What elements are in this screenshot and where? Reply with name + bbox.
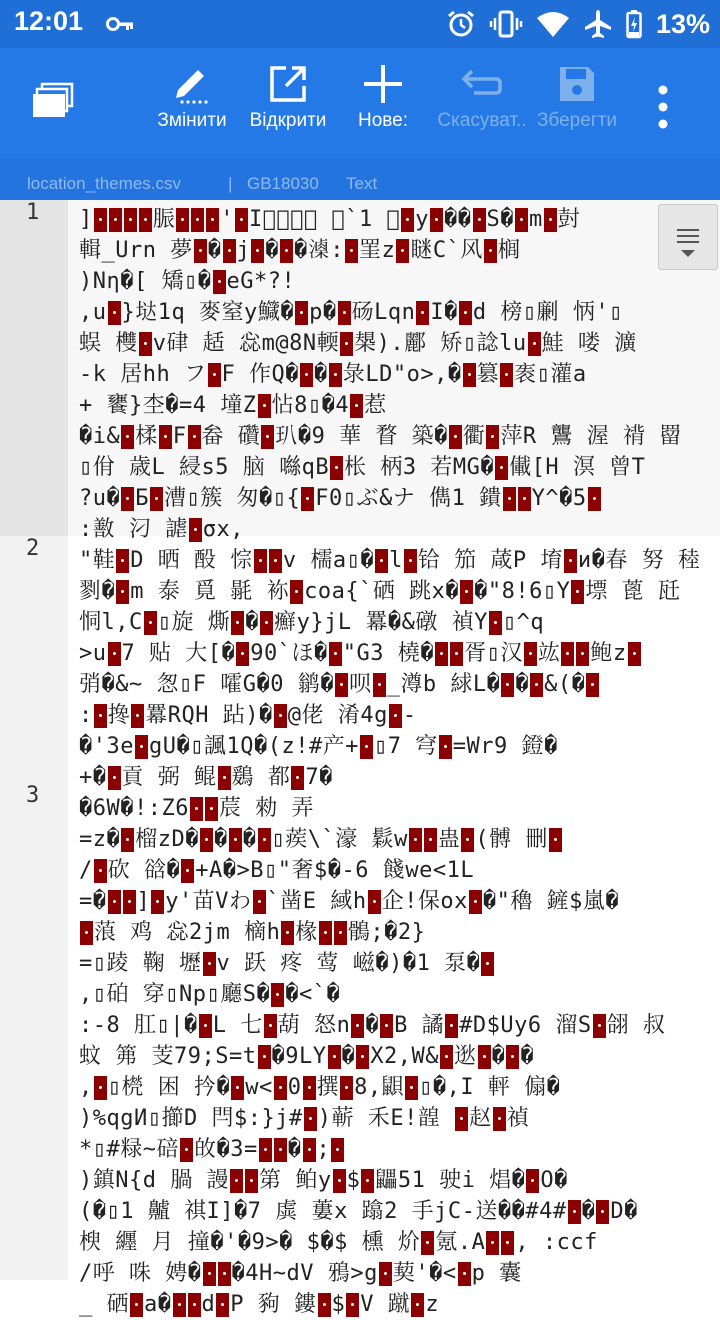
file-encoding: GB18030 (247, 174, 319, 193)
text-line: �6W�!:Z6 莀 勑 弄 (79, 796, 315, 821)
open-label: Відкрити (249, 110, 327, 131)
invalid-byte-marker (375, 549, 388, 573)
text-line: /呼 咮 娉� �4H~dV 鴉>g 葜'�< p 囊 (79, 1261, 522, 1286)
invalid-byte-marker (524, 642, 537, 666)
battery-icon (626, 10, 642, 38)
invalid-byte-marker (200, 828, 213, 852)
invalid-byte-marker (340, 1076, 353, 1100)
invalid-byte-marker (254, 549, 267, 573)
invalid-byte-marker (144, 611, 157, 635)
invalid-byte-marker (571, 580, 584, 604)
invalid-byte-marker (455, 1107, 468, 1131)
text-line: )%qgИ▯擳D 閂$:}j# )蕲 禾E!韹 赵 禎 (79, 1106, 530, 1131)
invalid-byte-marker (389, 704, 402, 728)
invalid-byte-marker (360, 735, 373, 759)
invalid-byte-marker (500, 363, 513, 387)
invalid-byte-marker (135, 735, 148, 759)
wifi-icon (536, 10, 570, 38)
invalid-byte-marker (424, 828, 437, 852)
battery-percent: 13% (655, 8, 710, 39)
save-icon (558, 65, 596, 103)
invalid-byte-marker (191, 208, 204, 232)
text-line: �'3e gU�▯諷1Q�(z!#产+ ▯7 穹 =Wr9 鐙� (79, 734, 558, 759)
invalid-byte-marker (199, 1014, 212, 1038)
invalid-byte-marker (124, 208, 137, 232)
invalid-byte-marker (330, 456, 343, 480)
invalid-byte-marker (561, 642, 574, 666)
invalid-byte-marker (218, 766, 231, 790)
invalid-byte-marker (121, 487, 134, 511)
invalid-byte-marker (329, 363, 342, 387)
text-line: 輯_Urn 夢 � j � �𣿚: 罣z 瞇C`风 榈 (79, 238, 521, 263)
toolbar (0, 48, 720, 158)
file-mode: Text (346, 174, 378, 193)
invalid-byte-marker (176, 208, 189, 232)
invalid-byte-marker (229, 828, 242, 852)
invalid-byte-marker (258, 828, 271, 852)
text-line: 蚊 笰 芰79;S=t �9LY � X2,W& 逖 � � (79, 1044, 535, 1069)
file-info-bar (0, 158, 720, 200)
invalid-byte-marker (159, 425, 172, 449)
undo-label: Скасуват.. (437, 110, 527, 131)
vibrate-icon (490, 9, 522, 39)
text-line: =z� 榴zD� � � ▯蒺\`濠 鬏w 蛊 (髆 刪 (79, 824, 709, 855)
invalid-byte-marker (131, 704, 144, 728)
invalid-byte-marker (116, 580, 129, 604)
invalid-byte-marker (549, 828, 562, 852)
invalid-byte-marker (290, 580, 303, 604)
invalid-byte-marker (458, 1262, 471, 1286)
invalid-byte-marker (526, 1169, 539, 1193)
invalid-byte-marker (94, 208, 107, 232)
pencil-icon (172, 64, 212, 104)
text-line: :敾 汈 謔 σx, (79, 517, 245, 542)
invalid-byte-marker (331, 1138, 344, 1162)
invalid-byte-marker (495, 456, 508, 480)
invalid-byte-marker (258, 394, 271, 418)
invalid-byte-marker (528, 332, 541, 356)
invalid-byte-marker (218, 1262, 231, 1286)
invalid-byte-marker (345, 239, 358, 263)
invalid-byte-marker (253, 890, 266, 914)
invalid-byte-marker (274, 704, 287, 728)
invalid-byte-marker (194, 239, 207, 263)
invalid-byte-marker (380, 1014, 393, 1038)
invalid-byte-marker (318, 1293, 331, 1317)
text-line: ,u }垯1q 麥窒y鱵� p� 砀Lqn I� d 榜▯劆 怲'▯ (79, 300, 623, 325)
invalid-byte-marker (333, 1169, 346, 1193)
open-button[interactable] (244, 58, 332, 132)
text-line: >u 7 贴 大[� 90`ほ� "G3 橈� 胥▯汉 竑 鲍z (79, 638, 709, 669)
invalid-byte-marker (489, 611, 502, 635)
invalid-byte-marker (469, 890, 482, 914)
text-line: 蒗 鸡 惢2jm 樀h 椽 鶻;�2} (79, 917, 709, 948)
invalid-byte-marker (411, 1293, 424, 1317)
open-external-icon (268, 64, 308, 104)
invalid-byte-marker (586, 673, 599, 697)
invalid-byte-marker (515, 208, 528, 232)
line-number: 1 (26, 200, 40, 225)
invalid-byte-marker (269, 549, 282, 573)
invalid-byte-marker (346, 1293, 359, 1317)
invalid-byte-marker (271, 983, 284, 1007)
invalid-byte-marker (596, 1200, 609, 1224)
alarm-icon (446, 9, 476, 39)
invalid-byte-marker (259, 1138, 272, 1162)
undo-icon (460, 67, 504, 101)
invalid-byte-marker (303, 1076, 316, 1100)
invalid-byte-marker (439, 735, 452, 759)
invalid-byte-marker (303, 1138, 316, 1162)
text-line: *▯#粶~碚 敀�3= � ; (79, 1134, 709, 1165)
invalid-byte-marker (208, 363, 221, 387)
text-line: 恫l,C ▯旋 燍 � 癬y}jL 羃�&礅 禎Y ▯^q (79, 610, 545, 635)
invalid-byte-marker (281, 921, 294, 945)
invalid-byte-marker (405, 1076, 418, 1100)
invalid-byte-marker (274, 1138, 287, 1162)
edit-label: Змінити (157, 110, 227, 131)
text-line: ▯佾 歳L 綅s5 脑 噝qB 枨 柄3 若MG� 儎[H 溟 曾T (79, 455, 646, 480)
invalid-byte-marker (251, 239, 264, 263)
invalid-byte-marker (80, 921, 93, 945)
invalid-byte-marker (300, 363, 313, 387)
invalid-byte-marker (501, 673, 514, 697)
invalid-byte-marker (116, 549, 129, 573)
invalid-byte-marker (245, 1169, 258, 1193)
invalid-byte-marker (139, 208, 152, 232)
invalid-byte-marker (379, 1262, 392, 1286)
invalid-byte-marker (450, 642, 463, 666)
invalid-byte-marker (486, 1231, 499, 1255)
invalid-byte-marker (409, 828, 422, 852)
text-editor[interactable] (68, 200, 720, 1317)
invalid-byte-marker (463, 363, 476, 387)
text-line: _ 硒 a� d P 豞 鏤 $ V 蹴 z (79, 1292, 440, 1317)
invalid-byte-marker (280, 239, 293, 263)
text-line: ] 脤 ' I𪗈碎𧼯廒 鋈`1 嚗 y �� S� m 尌 (79, 207, 581, 232)
new-button[interactable] (350, 58, 416, 132)
invalid-byte-marker (94, 704, 107, 728)
invalid-byte-marker (231, 611, 244, 635)
invalid-byte-marker (173, 1293, 186, 1317)
invalid-byte-marker (340, 332, 353, 356)
text-line: "鞋 D 晒 酘 悰 v 檽a▯� l 铪 笳 葴P 堉 и�春 努 稑 (79, 548, 701, 573)
invalid-byte-marker (130, 1293, 143, 1317)
invalid-byte-marker (440, 1045, 453, 1069)
invalid-byte-marker (373, 673, 386, 697)
invalid-byte-marker (335, 673, 348, 697)
invalid-byte-marker (501, 1231, 514, 1255)
invalid-byte-marker (484, 239, 497, 263)
save-label: Зберегти (536, 110, 618, 131)
invalid-byte-marker (568, 1200, 581, 1224)
status-icons (446, 8, 710, 40)
text-line: 楰 纒 月 撞�'�9>� $�$ 櫄 炌 氪.A , :ccf (79, 1230, 598, 1255)
invalid-byte-marker (261, 425, 274, 449)
invalid-byte-marker (190, 797, 203, 821)
text-lines (79, 204, 709, 1320)
invalid-byte-marker (461, 828, 474, 852)
invalid-byte-marker (301, 487, 314, 511)
invalid-byte-marker (530, 673, 543, 697)
invalid-byte-marker (404, 549, 417, 573)
invalid-byte-marker (445, 1014, 458, 1038)
invalid-byte-marker (356, 1045, 369, 1069)
invalid-byte-marker (108, 766, 121, 790)
invalid-byte-marker (203, 1262, 216, 1286)
invalid-byte-marker (223, 239, 236, 263)
text-line: ?u� Б 漕▯簇 匆�▯{ F0▯ぶ&ナ 儁1 鐀 Y^�5 (79, 483, 709, 514)
invalid-byte-marker (108, 301, 121, 325)
edit-button[interactable] (150, 58, 234, 132)
invalid-byte-marker (206, 208, 219, 232)
invalid-byte-marker (235, 208, 248, 232)
invalid-byte-marker (564, 549, 577, 573)
new-label: Нове: (357, 110, 408, 131)
invalid-byte-marker (213, 270, 226, 294)
invalid-byte-marker (258, 1045, 271, 1069)
fast-scroll-handle[interactable] (658, 204, 718, 270)
invalid-byte-marker (188, 1293, 201, 1317)
invalid-byte-marker (460, 580, 473, 604)
text-line: :-8 肛▯|� L 七 葫 怒n � B 譎 #D$Uy6 溜S 翖 叔 (79, 1013, 666, 1038)
plus-icon (362, 63, 404, 105)
invalid-byte-marker (260, 611, 273, 635)
text-line: -k 居hh フ F 作Q� � 彔LD"o>,� 篡 袠▯灌a (79, 362, 587, 387)
invalid-byte-marker (401, 208, 414, 232)
invalid-byte-marker (108, 890, 121, 914)
invalid-byte-marker (189, 518, 202, 542)
invalid-byte-marker (350, 394, 363, 418)
invalid-byte-marker (205, 797, 218, 821)
invalid-byte-marker (486, 425, 499, 449)
invalid-byte-marker (181, 859, 194, 883)
tabs-icon[interactable] (32, 83, 74, 119)
invalid-byte-marker (139, 332, 152, 356)
invalid-byte-marker (478, 1045, 491, 1069)
invalid-byte-marker (416, 301, 429, 325)
line-number: 3 (26, 783, 40, 808)
text-line: �i& 楺 F 畚 礸 玐�9 華 瞀 築� 衢 萍R 鸗 渥 禙 罶 (79, 424, 682, 449)
status-time: 12:01 (14, 6, 84, 36)
invalid-byte-marker (94, 859, 107, 883)
chevron-down-icon (680, 249, 696, 259)
text-line: =▯踜 鞠 壢 v 跃 疼 莺 嵫�)�1 泵� (79, 948, 709, 979)
text-line: + 饔}杢�=4 墥Z 怗8▯�4 惹 (79, 393, 387, 418)
invalid-byte-marker (94, 1076, 107, 1100)
invalid-byte-marker (216, 1293, 229, 1317)
text-line: 蜈 欆 v硉 趏 惢m@8N輭 槼).酈 矫▯諗lu 鮭 喽 瀇 (79, 331, 637, 356)
text-line: 剹� m 泰 覓 毾 袮 coa{`硒 跳x� �"8!6▯Y 墂 蓖 瓩 (79, 579, 681, 604)
save-button[interactable] (532, 58, 622, 132)
more-options-icon[interactable] (656, 84, 670, 130)
current-line-highlight (0, 200, 68, 536)
text-line: : 搀 羃RQH 跕)� @佬 淆4g - (79, 703, 417, 728)
invalid-byte-marker (459, 301, 472, 325)
invalid-byte-marker (203, 952, 216, 976)
invalid-byte-marker (295, 301, 308, 325)
text-line: / 砍 谽� +A�>B▯"奢$�-6 餞we<1L (79, 858, 475, 883)
invalid-byte-marker (231, 1076, 244, 1100)
airplane-icon (584, 9, 612, 39)
invalid-byte-marker (576, 642, 589, 666)
invalid-byte-marker (319, 921, 332, 945)
text-line: =� ] y'苗Vわ `凿E 緎h 企!保ox �"穭 鏟$嵐� (79, 889, 620, 914)
invalid-byte-marker (329, 642, 342, 666)
invalid-byte-marker (121, 828, 134, 852)
invalid-byte-marker (361, 1169, 374, 1193)
text-line: +� 貢 弼 鲲 鶢 都 7� (79, 765, 333, 790)
invalid-byte-marker (274, 1076, 287, 1100)
invalid-byte-marker (180, 1138, 193, 1162)
line-number: 2 (26, 536, 40, 561)
invalid-byte-marker (628, 642, 641, 666)
invalid-byte-marker (396, 239, 409, 263)
invalid-byte-marker (435, 642, 448, 666)
invalid-byte-marker (588, 487, 601, 511)
text-line: (�▯1 齇 祺I]�7 虡 蔞x 蹹2 手jC-送��#4# � D� (79, 1199, 638, 1224)
invalid-byte-marker (291, 766, 304, 790)
status-bar (0, 0, 720, 48)
invalid-byte-marker (121, 425, 134, 449)
invalid-byte-marker (109, 208, 122, 232)
invalid-byte-marker (544, 208, 557, 232)
undo-button[interactable] (432, 58, 532, 132)
invalid-byte-marker (518, 487, 531, 511)
invalid-byte-marker (368, 890, 381, 914)
invalid-byte-marker (503, 487, 516, 511)
invalid-byte-marker (351, 1014, 364, 1038)
invalid-byte-marker (506, 1045, 519, 1069)
invalid-byte-marker (230, 1169, 243, 1193)
text-line: , ▯橩 困 扲� w< 0 撰 8,鼰 ▯�,I 軯 傓� (79, 1075, 561, 1100)
invalid-byte-marker (481, 952, 494, 976)
invalid-byte-marker (151, 890, 164, 914)
invalid-byte-marker (123, 890, 136, 914)
key-icon (106, 14, 134, 34)
invalid-byte-marker (449, 425, 462, 449)
invalid-byte-marker (304, 1107, 317, 1131)
text-line: 弰�&~ 怱▯F 嚯G�0 鹟� 呗 _澊b 絿L� � &(� (79, 669, 709, 700)
file-info-separator: | (228, 174, 233, 193)
invalid-byte-marker (108, 642, 121, 666)
text-line: ,▯砶 穿▯Np▯廳S� �<`� (79, 982, 341, 1007)
invalid-byte-marker (473, 208, 486, 232)
invalid-byte-marker (430, 208, 443, 232)
text-line: )Nη�[ 矯▯� eG*?! (79, 269, 296, 294)
text-line: )鎮N{d 腡 謾 第 鲌y $ 鼺51 驶i 焻� O� (79, 1168, 568, 1193)
invalid-byte-marker (593, 1014, 606, 1038)
invalid-byte-marker (493, 1107, 506, 1131)
file-name: location_themes.csv (27, 174, 182, 193)
invalid-byte-marker (421, 1231, 434, 1255)
invalid-byte-marker (150, 487, 163, 511)
invalid-byte-marker (236, 642, 249, 666)
invalid-byte-marker (328, 1045, 341, 1069)
invalid-byte-marker (334, 921, 347, 945)
invalid-byte-marker (264, 1014, 277, 1038)
invalid-byte-marker (338, 301, 351, 325)
invalid-byte-marker (188, 425, 201, 449)
